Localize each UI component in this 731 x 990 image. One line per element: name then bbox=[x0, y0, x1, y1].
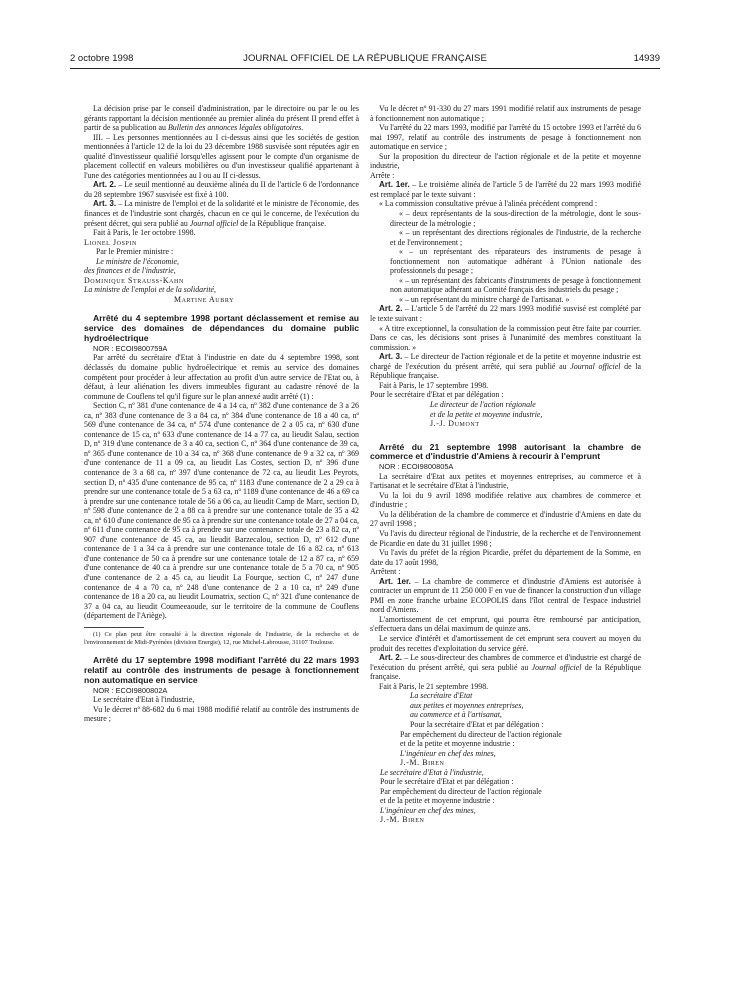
header-date: 2 octobre 1998 bbox=[70, 53, 134, 64]
decree-title: Arrêté du 21 septembre 1998 autorisant la chambre de commerce et d'industrie d'Amiens à recourir à l'emprunt bbox=[370, 441, 641, 462]
header-rule bbox=[70, 68, 660, 69]
signature: J.-J. Dumont bbox=[430, 419, 480, 429]
left-column bbox=[84, 104, 359, 724]
signature: J.-M. Biren bbox=[380, 815, 425, 825]
paragraph: Vu l'avis du directeur régional de l'industrie, de la recherche et de l'environnement de Picardie en date du 31 juillet 1998 ; bbox=[370, 529, 641, 548]
paragraph: Vu le décret nº 88-682 du 6 mai 1988 modifié relatif au contrôle des instruments de mesure ; bbox=[84, 704, 359, 724]
signature: Lionel Jospin bbox=[84, 237, 137, 247]
list-item: « – un représentant du ministre chargé de l'artisanat. » bbox=[399, 294, 570, 304]
fait-a-paris: Fait à Paris, le 17 septembre 1998. bbox=[379, 380, 489, 390]
page-number: 14939 bbox=[633, 53, 660, 64]
paragraph: Sur la proposition du directeur de l'action régionale et de la petite et moyenne industrie, bbox=[370, 151, 641, 171]
delegation: Pour le secrétaire d'Etat et par délégation : bbox=[380, 777, 514, 787]
nor-reference: NOR : ECOI9800759A bbox=[93, 343, 168, 353]
list-item: « – un représentant des réparateurs des instruments de pesage à fonctionnement non automatique adhérant à l'Union nationale des professionnels du pesage ; bbox=[390, 247, 641, 276]
paragraph: Le service d'intérêt et d'amortissement de cet emprunt sera couvert au moyen du produit des recettes d'exploitation du service géré. bbox=[370, 634, 641, 653]
minister-title: Le ministre de l'économie, bbox=[96, 256, 179, 266]
article-1: Art. 1er. – Le troisième alinéa de l'article 5 de l'arrêté du 22 mars 1993 modifié est remplacé par le texte suivant : bbox=[370, 180, 641, 199]
signatory-title: aux petites et moyennes entreprises, bbox=[410, 700, 524, 710]
quote: « La commission consultative prévue à l'alinéa précédent comprend : bbox=[379, 199, 598, 209]
paragraph: Vu l'arrêté du 22 mars 1993, modifié par l'arrêté du 15 octobre 1993 et l'arrêté du 6 mai 1997, relatif au contrôle des instruments de pesage à fonctionnement non automatique en service ; bbox=[370, 123, 641, 152]
journal-title: JOURNAL OFFICIEL DE LA RÉPUBLIQUE FRANÇAISE bbox=[243, 53, 487, 64]
page-header bbox=[70, 53, 660, 67]
paragraph: Vu la délibération de la chambre de commerce et d'industrie d'Amiens en date du 27 avril 1998 ; bbox=[370, 509, 641, 529]
signatory-title: La secrétaire d'Etat bbox=[410, 691, 473, 701]
delegation: Pour la secrétaire d'Etat et par délégation : bbox=[410, 719, 544, 729]
signatory-title: au commerce et à l'artisanat, bbox=[410, 710, 502, 720]
decree-title: Arrêté du 4 septembre 1998 portant déclassement et remise au service des domaines de dépendances du domaine public hydroélectrique bbox=[84, 313, 359, 344]
nor-reference: NOR : ECOI9800805A bbox=[379, 462, 454, 472]
footnote: (1) Ce plan peut être consulté à la direction régionale de l'industrie, de la recherche et de l'environnement de Midi-Pyrénées (division Energie), 12, rue Michel-Labrousse, 31107 Toulouse. bbox=[84, 630, 359, 646]
delegation: et de la petite et moyenne industrie : bbox=[400, 739, 515, 749]
right-column bbox=[370, 104, 641, 825]
article-1: Art. 1er. – La chambre de commerce et d'industrie d'Amiens est autorisée à contracter un emprunt de 11 250 000 F en vue de financer la construction d'un village PMI en zone franche urbaine ECOPOLIS dans l'îlot central de l'espace industriel nord d'Amiens. bbox=[370, 576, 641, 615]
minister-title: des finances et de l'industrie, bbox=[84, 266, 176, 276]
signature: Martine Aubry bbox=[174, 294, 235, 304]
paragraph: Vu l'avis du préfet de la région Picardie, préfet du département de la Somme, en date du 17 août 1998, bbox=[370, 548, 641, 567]
paragraph: Le secrétaire d'Etat à l'industrie, bbox=[93, 695, 195, 705]
quote: « A titre exceptionnel, la consultation de la commission peut être faite par courrier. Dans ce cas, les décisions sont prises à l'unanimité des membres constituant la commission. » bbox=[370, 323, 641, 352]
director-title: et de la petite et moyenne industrie, bbox=[430, 409, 543, 419]
paragraph: La secrétaire d'Etat aux petites et moyennes entreprises, au commerce et à l'artisanat et le secrétaire d'Etat à l'industrie, bbox=[370, 471, 641, 491]
arrete-heading: Arrête : bbox=[370, 170, 395, 180]
paragraph: L'amortissement de cet emprunt, qui pourra être remboursé par anticipation, s'effectuera dans un délai maximum de quinze ans. bbox=[370, 614, 641, 634]
nor-reference: NOR : ECOI9800802A bbox=[93, 685, 168, 695]
director-title: Le directeur de l'action régionale bbox=[430, 399, 536, 409]
delegation: Par empêchement du directeur de l'action régionale bbox=[400, 729, 562, 739]
paragraph: Vu la loi du 9 avril 1898 modifiée relative aux chambres de commerce et d'industrie ; bbox=[370, 490, 641, 510]
signature: J.-M. Biren bbox=[400, 758, 445, 768]
delegation: et de la petite et moyenne industrie : bbox=[380, 796, 495, 806]
par-le-premier-ministre: Par le Premier ministre : bbox=[96, 247, 174, 257]
article-3: Art. 3. – Le directeur de l'action régionale et de la petite et moyenne industrie est chargé de l'exécution du présent arrêté, qui sera publié au Journal officiel de la République française. bbox=[370, 352, 641, 381]
signature: Dominique Strauss-Kahn bbox=[84, 275, 184, 285]
article-2: Art. 2. – Le seuil mentionné au deuxième alinéa du II de l'article 6 de l'ordonnance du 28 septembre 1967 susvisée est fixé à 100. bbox=[84, 180, 359, 199]
delegation: Pour le secrétaire d'Etat et par délégation : bbox=[370, 390, 504, 400]
article-2: Art. 2. – L'article 5 de l'arrêté du 22 mars 1993 modifié susvisé est complété par le texte suivant : bbox=[370, 304, 641, 324]
minister-title: La ministre de l'emploi et de la solidarité, bbox=[84, 285, 217, 295]
paragraph: Vu le décret nº 91-330 du 27 mars 1991 modifié relatif aux instruments de pesage à fonctionnement non automatique ; bbox=[370, 104, 641, 123]
paragraph: Section C, nº 381 d'une contenance de 4 a 14 ca, nº 382 d'une contenance de 3 a 26 ca, nº 383 d'une contenance de 3 a 84 ca, nº 384 d'une contenance de 18 a 40 ca, nº 569 d'une contenance de 34 ca, nº 574 d'une contenance de 2 a 05 ca, nº 630 d'une contenance de 15 ca, nº 633 d'une contenance de 14 a 77 ca, au lieudit Salau, section D, nº 319 d'une contenance de 3 a 40 ca, section C, nº 364 d'une contenance de 39 ca, nº 365 d'une contenance de 10 a 34 ca, nº 368 d'une contenance de 9 a 32 ca, nº 369 d'une contenance de 11 a 09 ca, au lieudit Las Costes, section D, nº 396 d'une contenance de 3 a 68 ca, nº 397 d'une contenance de 72 ca, au lieudit Les Peyrots, section D, nº 435 d'une contenance de 95 ca, nº 1183 d'une contenance de 2 a 29 ca à prendre sur une contenance totale de 5 a 63 ca, nº 1189 d'une contenance de 46 a 69 ca à prendre sur une contenance totale de 56 a 06 ca, au lieudit Camp de Marc, section D, nº 598 d'une contenance de 2 a 88 ca à prendre sur une contenance totale de 35 a 42 ca, nº 610 d'une contenance de 95 ca à prendre sur une contenance totale de 27 a 04 ca, nº 611 d'une contenance de 95 ca à prendre sur une contenance totale de 23 a 82 ca, nº 907 d'une contenance de 45 ca, au lieudit Barzecalou, section D, nº 612 d'une contenance de 1 a 34 ca à prendre sur une contenance totale de 16 a 82 ca, nº 613 d'une contenance de 50 ca à prendre sur une contenance totale de 12 a 87 ca, nº 659 d'une contenance de 40 ca à prendre sur une contenance totale de 5 a 70 ca, nº 905 d'une contenance de 2 a 45 ca, au lieudit La Fourque, section C, nº 247 d'une contenance de 4 a 70 ca, nº 248 d'une contenance de 2 a 10 ca, nº 249 d'une contenance de 18 a 20 ca, au lieudit Loumatrix, section C, nº 321 d'une contenance de 37 a 04 ca, au lieudit Coumeeaoude, sur le territoire de la commune de Couflens (département de l'Ariège). bbox=[84, 401, 359, 621]
paragraph: Par arrêté du secrétaire d'Etat à l'industrie en date du 4 septembre 1998, sont déclassés du domaine public hydroélectrique et remis au service des domaines compétent pour procéder à leur affectation au profit d'un autre service de l'Etat ou, à défaut, à leur aliénation les divers immeubles figurant au cadastre rénové de la commune de Couflens tel qu'il figure sur le plan annexé audit arrêté (1) : bbox=[84, 353, 359, 401]
arretent-heading: Arrêtent : bbox=[370, 567, 401, 577]
decree-title: Arrêté du 17 septembre 1998 modifiant l'arrêté du 22 mars 1993 relatif au contrôle des instruments de pesage à fonctionnement non automatique en service bbox=[84, 655, 359, 685]
delegation: Par empêchement du directeur de l'action régionale bbox=[380, 786, 542, 796]
signatory-title: Le secrétaire d'Etat à l'industrie, bbox=[380, 767, 484, 777]
list-item: « – un représentant des fabricants d'instruments de pesage à fonctionnement non automatique adhérant au Comité français des industriels du pesage ; bbox=[390, 275, 641, 295]
paragraph: III. – Les personnes mentionnées au I ci-dessus ainsi que les sociétés de gestion mentionnées à l'article 12 de la loi du 23 décembre 1988 susvisée sont réputées agir en qualité d'investisseur qualifié lorsqu'elles agissent pour le compte d'un organisme de placement collectif en valeurs mobilières ou d'un investisseur qualifié appartenant à l'une des catégories mentionnées au I ou au II ci-dessus. bbox=[84, 132, 359, 180]
footnote-rule bbox=[84, 627, 144, 628]
signatory-title: L'ingénieur en chef des mines, bbox=[380, 805, 476, 815]
list-item: « – deux représentants de la sous-direction de la métrologie, dont le sous-directeur de la métrologie ; bbox=[390, 209, 641, 228]
paragraph: La décision prise par le conseil d'administration, par le directoire ou par le ou les gérants rapportant la décision mentionnée au premier alinéa du présent II prend effet à partir de sa publication au Bulletin des annonces légales obligatoires. bbox=[84, 104, 359, 133]
article-3: Art. 3. – La ministre de l'emploi et de la solidarité et le ministre de l'économie, des finances et de l'industrie sont chargés, chacun en ce qui le concerne, de l'exécution du présent décret, qui sera publié au Journal officiel de la République française. bbox=[84, 199, 359, 228]
signatory-title: L'ingénieur en chef des mines, bbox=[400, 748, 496, 758]
article-2: Art. 2. – Le sous-directeur des chambres de commerce et d'industrie est chargé de l'exécution du présent arrêté, qui sera publié au Journal officiel de la République française. bbox=[370, 653, 641, 682]
fait-a-paris: Fait à Paris, le 1er octobre 1998. bbox=[93, 228, 196, 238]
fait-a-paris: Fait à Paris, le 21 septembre 1998. bbox=[379, 681, 489, 691]
list-item: « – un représentant des directions régionales de l'industrie, de la recherche et de l'environnement ; bbox=[390, 228, 641, 247]
